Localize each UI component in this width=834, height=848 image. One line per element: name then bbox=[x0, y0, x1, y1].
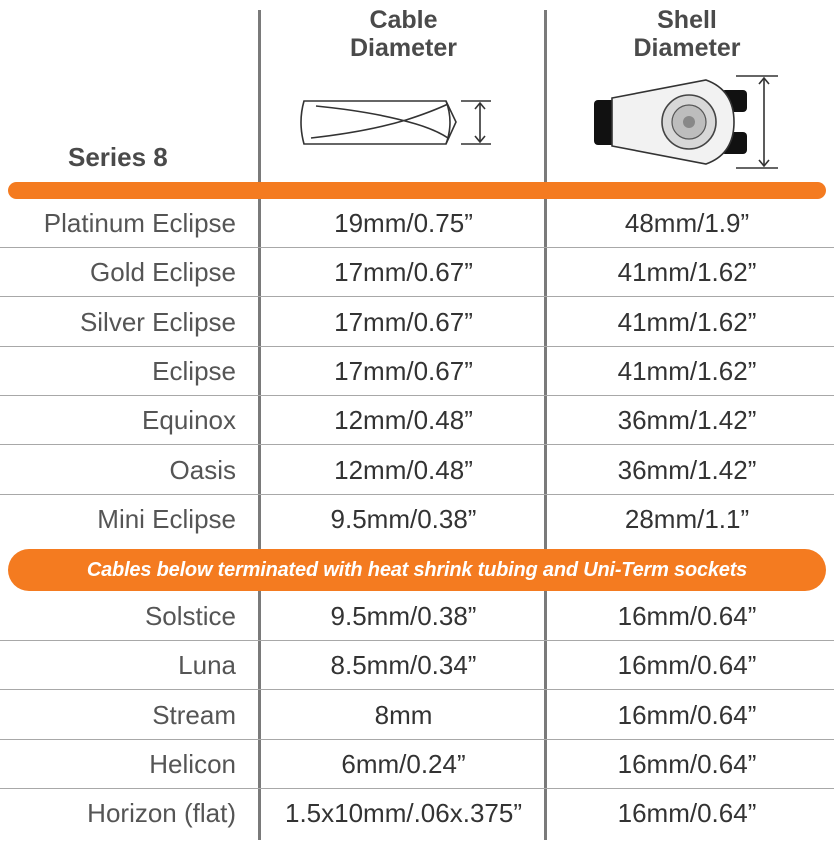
series-label: Series 8 bbox=[68, 142, 168, 172]
product-name: Solstice bbox=[144, 601, 236, 631]
table-row bbox=[0, 495, 834, 544]
product-name: Platinum Eclipse bbox=[43, 208, 236, 238]
shell-diameter-value: 48mm/1.9” bbox=[624, 208, 750, 238]
header-divider-bar bbox=[8, 182, 826, 199]
cable-diameter-value: 17mm/0.67” bbox=[334, 257, 473, 288]
table-row bbox=[0, 592, 834, 641]
shell-diameter-value: 16mm/0.64” bbox=[617, 601, 757, 631]
product-name: Mini Eclipse bbox=[97, 503, 236, 534]
shell-diameter-value: 28mm/1.1” bbox=[624, 503, 750, 534]
heat-shrink-banner: Cables below terminated with heat shrink tubing and Uni-Term sockets bbox=[8, 549, 826, 591]
product-name: Stream bbox=[152, 699, 236, 730]
shell-diameter-value: 16mm/0.64” bbox=[617, 650, 757, 681]
table-row bbox=[0, 396, 834, 445]
cable-diameter-value: 1.5x10mm/.06x.375” bbox=[284, 798, 522, 829]
shell-diameter-value: 16mm/0.64” bbox=[617, 699, 757, 730]
shell-diameter-value: 41mm/1.62” bbox=[617, 257, 757, 288]
table-header bbox=[0, 0, 834, 190]
shell-diameter-value: 41mm/1.62” bbox=[617, 355, 757, 386]
table-row bbox=[0, 199, 834, 248]
product-name: Gold Eclipse bbox=[90, 257, 236, 288]
table-row bbox=[0, 446, 834, 495]
cable-diameter-value: 6mm/0.24” bbox=[341, 748, 466, 779]
shell-diameter-value: 36mm/1.42” bbox=[617, 405, 757, 436]
cable-diagram-icon bbox=[296, 94, 506, 154]
cable-diameter-value: 8.5mm/0.34” bbox=[330, 650, 477, 681]
product-name: Equinox bbox=[142, 405, 236, 436]
table-row bbox=[0, 691, 834, 740]
cable-diameter-value: 12mm/0.48” bbox=[334, 405, 473, 436]
shell-diagram-icon bbox=[586, 70, 786, 175]
cable-diameter-heading bbox=[262, 6, 545, 62]
shell-diameter-value: 16mm/0.64” bbox=[617, 798, 757, 829]
cable-diameter-value: 9.5mm/0.38” bbox=[330, 601, 477, 631]
cable-heading-line1: Cable bbox=[369, 6, 438, 34]
shell-diameter-value: 41mm/1.62” bbox=[617, 306, 757, 337]
product-name: Eclipse bbox=[152, 355, 236, 386]
cable-heading-line2: Diameter bbox=[350, 34, 457, 62]
shell-heading-line1: Shell bbox=[657, 6, 717, 34]
cable-diameter-value: 9.5mm/0.38” bbox=[330, 503, 477, 534]
table-row bbox=[0, 347, 834, 396]
table-row bbox=[0, 641, 834, 690]
cable-diameter-value: 19mm/0.75” bbox=[334, 208, 473, 238]
cable-diameter-value: 8mm bbox=[374, 699, 433, 730]
table-row bbox=[0, 298, 834, 347]
table-row bbox=[0, 248, 834, 297]
product-name: Oasis bbox=[169, 454, 236, 485]
cable-diameter-value: 17mm/0.67” bbox=[334, 306, 473, 337]
cable-diameter-value: 12mm/0.48” bbox=[334, 454, 473, 485]
shell-diameter-value: 36mm/1.42” bbox=[617, 454, 757, 485]
product-name: Silver Eclipse bbox=[79, 306, 236, 337]
product-name: Horizon (flat) bbox=[87, 798, 236, 829]
product-name: Helicon bbox=[149, 748, 236, 779]
product-name: Luna bbox=[178, 650, 236, 681]
shell-diameter-heading bbox=[548, 6, 826, 62]
table-row bbox=[0, 789, 834, 838]
shell-diameter-value: 16mm/0.64” bbox=[617, 748, 757, 779]
shell-heading-line2: Diameter bbox=[633, 34, 741, 62]
cable-diameter-value: 17mm/0.67” bbox=[334, 355, 473, 386]
table-row bbox=[0, 740, 834, 789]
